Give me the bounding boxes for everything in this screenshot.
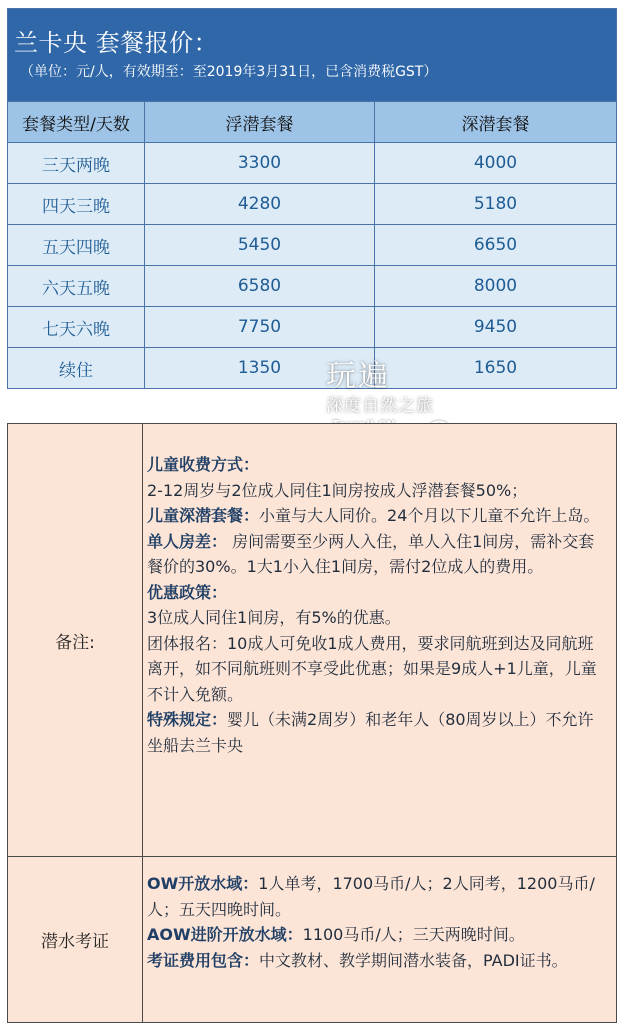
row-snorkel-price: 6580 — [144, 266, 374, 306]
price-table-header — [8, 9, 616, 101]
row-snorkel-price: 1350 — [144, 348, 374, 388]
table-row — [8, 306, 616, 347]
page-subtitle: （单位：元/人，有效期至：至2019年3月31日，已含消费税GST） — [20, 64, 438, 80]
aow-title: AOW进阶开放水域： — [147, 925, 303, 944]
row-package-name: 六天五晚 — [42, 278, 110, 299]
diving-cert-row — [8, 856, 616, 1022]
row-snorkel-price: 3300 — [144, 143, 374, 183]
column-header-snorkel: 浮潜套餐 — [144, 102, 374, 142]
row-dive-price: 6650 — [374, 225, 616, 265]
row-snorkel-price: 5450 — [144, 225, 374, 265]
table-row — [8, 347, 616, 388]
remarks-row — [8, 424, 616, 856]
discount-text: 3位成人同住1间房，有5%的优惠。 — [147, 608, 401, 627]
special-rules-title: 特殊规定： — [147, 710, 228, 729]
table-row — [8, 224, 616, 265]
diving-cert-label: 潜水考证 — [8, 857, 143, 1022]
diving-cert-content — [143, 857, 616, 1022]
column-header-type: 套餐类型/天数 — [22, 114, 130, 135]
watermark-tagline: 深度自然之旅 — [326, 396, 434, 416]
single-room-text: 房间需要至少两人入住，单人入住1间房，需补交套餐价的30%。1大1小入住1间房，需付2位成人的费用。 — [147, 531, 595, 576]
single-room-paragraph — [147, 529, 608, 580]
watermark-logo: 玩遍 — [326, 359, 390, 394]
special-rules-text: 婴儿（未满2周岁）和老年人（80周岁以上）不允许坐船去兰卡央 — [147, 710, 594, 755]
remarks-label: 备注: — [8, 424, 143, 856]
row-snorkel-price: 7750 — [144, 307, 374, 347]
notes-table — [7, 423, 617, 1023]
table-row — [8, 142, 616, 183]
row-dive-price: 9450 — [374, 307, 616, 347]
table-row — [8, 265, 616, 306]
child-fee-text: 2-12周岁与2位成人同住1间房按成人浮潜套餐50%； — [147, 480, 528, 500]
single-room-title: 单人房差： — [147, 531, 228, 551]
ow-title: OW开放水域： — [147, 874, 259, 893]
aow-text: 1100马币/人；三天两晚时间。 — [302, 925, 525, 944]
price-table — [7, 8, 617, 389]
child-dive-paragraph — [147, 503, 608, 529]
row-package-name: 七天六晚 — [42, 319, 110, 340]
table-row — [8, 183, 616, 224]
row-package-name: 续住 — [59, 360, 93, 381]
group-booking-text: 团体报名：10成人可免收1成人费用，要求同航班到达及同航班离开，如不同航班则不享受此优惠；如果是9成人+1儿童，儿童不计入免额。 — [147, 633, 597, 704]
ow-text: 1人单考，1700马币/人；2人同考，1200马币/人；五天四晚时间。 — [147, 874, 595, 919]
includes-paragraph — [147, 948, 608, 974]
column-header-dive: 深潜套餐 — [374, 102, 616, 142]
row-package-name: 三天两晚 — [42, 155, 110, 176]
row-dive-price: 4000 — [374, 143, 616, 183]
table-header-row — [8, 101, 616, 142]
page-title: 兰卡央 套餐报价： — [14, 29, 219, 57]
includes-title: 考证费用包含： — [147, 950, 260, 970]
row-dive-price: 8000 — [374, 266, 616, 306]
child-fee-title-line — [147, 452, 608, 478]
discount-title-line — [147, 580, 608, 606]
row-snorkel-price: 4280 — [144, 184, 374, 224]
row-dive-price: 1650 — [374, 348, 616, 388]
includes-text: 中文教材、教学期间潜水装备，PADI证书。 — [259, 950, 568, 970]
row-package-name: 五天四晚 — [42, 237, 110, 258]
remarks-content — [143, 424, 616, 856]
aow-paragraph — [147, 922, 608, 948]
child-dive-text: 小童与大人同价。24个月以下儿童不允许上岛。 — [259, 506, 600, 525]
ow-paragraph — [147, 871, 608, 922]
child-fee-title: 儿童收费方式： — [147, 455, 260, 474]
discount-title: 优惠政策： — [147, 582, 228, 602]
child-dive-title: 儿童深潜套餐： — [147, 506, 260, 525]
row-package-name: 四天三晚 — [42, 196, 110, 217]
row-dive-price: 5180 — [374, 184, 616, 224]
special-rules-paragraph — [147, 707, 608, 758]
